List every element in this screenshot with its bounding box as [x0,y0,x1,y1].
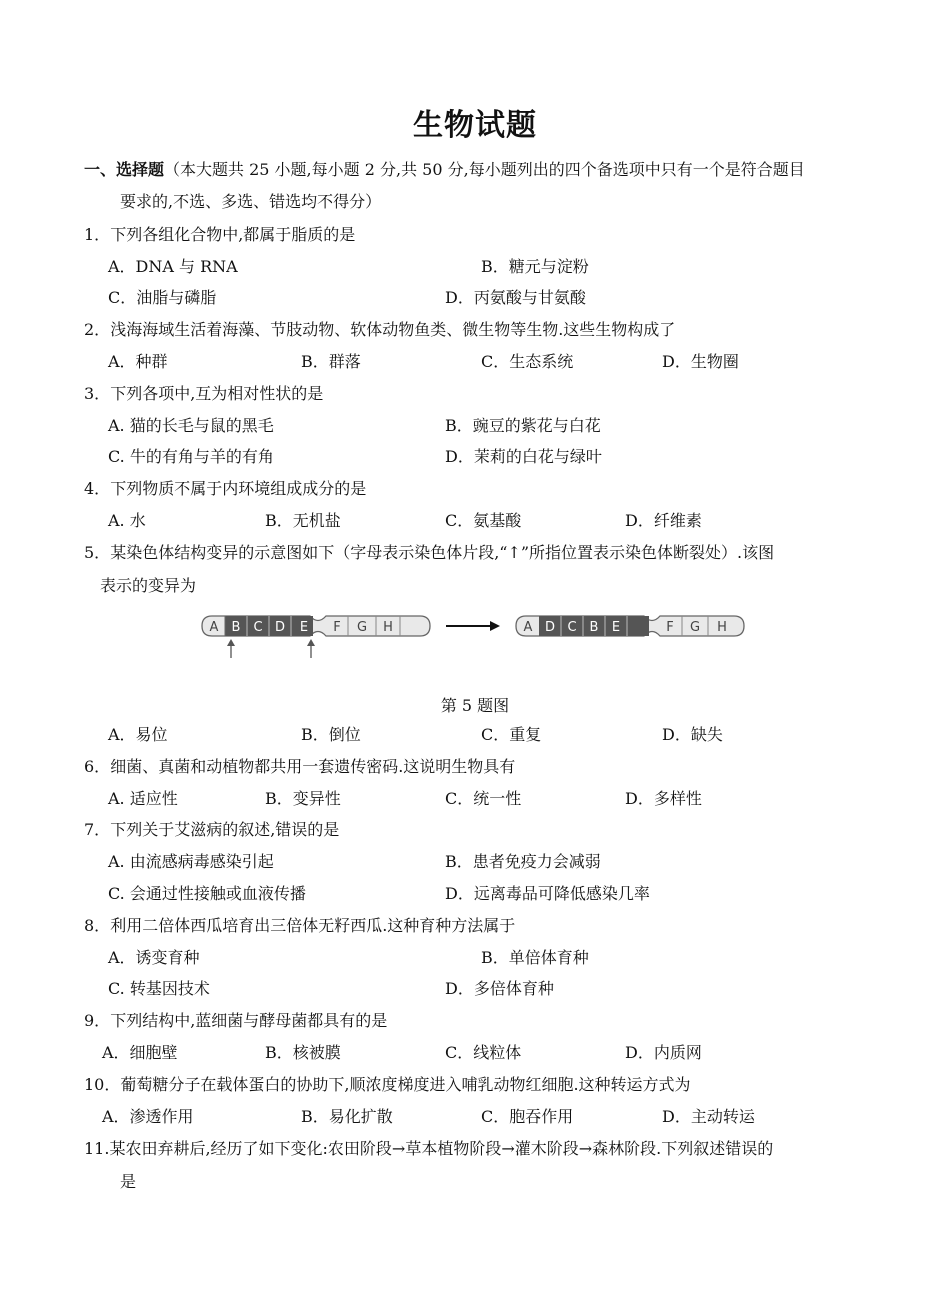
section-description-cont: 要求的,不选、多选、错选均不得分） [120,192,382,211]
segment-label: B [231,620,241,635]
option: C. 转基因技术 [108,979,210,998]
option: B．变异性 [265,789,341,808]
question-text: 下列各项中,互为相对性状的是 [110,384,324,403]
option: C．生态系统 [481,352,574,371]
option: A. 水 [108,511,146,530]
segment-label: E [611,620,621,635]
question-text: 下列结构中,蓝细菌与酵母菌都具有的是 [110,1011,388,1030]
chromosome-before [202,616,430,636]
segment-label: F [333,620,341,635]
segment-label: A [209,620,219,635]
question-text: 下列物质不属于内环境组成成分的是 [110,479,367,498]
section-description: （本大题共 25 小题,每小题 2 分,共 50 分,每小题列出的四个备选项中只有一个是符合题目 [164,160,805,179]
option: A. 适应性 [108,789,178,808]
option: B．群落 [301,352,361,371]
question-1-stem [84,225,355,245]
segment-label: H [717,620,727,635]
option: B．单倍体育种 [481,948,589,967]
question-number: 9． [84,1011,111,1030]
segment-label: B [589,620,599,635]
option: D．多倍体育种 [445,979,554,998]
question-5-stem [84,543,774,563]
question-number: 6． [84,757,111,776]
option: C．胞吞作用 [481,1107,574,1126]
option: D．丙氨酸与甘氨酸 [445,288,586,307]
option: A. 猫的长毛与鼠的黑毛 [108,416,274,435]
question-text: 葡萄糖分子在载体蛋白的协助下,顺浓度梯度进入哺乳动物红细胞.这种转运方式为 [120,1075,691,1094]
question-number: 3． [84,384,111,403]
option: A．DNA 与 RNA [108,257,238,276]
option: A．诱变育种 [108,948,200,967]
chromosome-diagram [200,608,760,668]
segment-label: C [253,620,263,635]
option: C．统一性 [445,789,522,808]
option: C．氨基酸 [445,511,522,530]
segment-label: C [567,620,577,635]
option: A. 由流感病毒感染引起 [108,852,274,871]
question-number: 4． [84,479,111,498]
question-number: 11. [84,1139,110,1158]
question-text: 浅海海域生活着海藻、节肢动物、软体动物鱼类、微生物等生物.这些生物构成了 [110,320,676,339]
segment-label: F [666,620,674,635]
segment-label: D [274,620,286,635]
question-5-stem-cont: 表示的变异为 [100,576,197,595]
option: C．线粒体 [445,1043,522,1062]
question-text: 某染色体结构变异的示意图如下（字母表示染色体片段,“↑”所指位置表示染色体断裂处）.该图 [110,543,775,562]
question-text: 细菌、真菌和动植物都共用一套遗传密码.这说明生物具有 [110,757,516,776]
option: B．倒位 [301,725,361,744]
question-11-stem-cont: 是 [120,1172,137,1191]
question-text: 下列关于艾滋病的叙述,错误的是 [110,820,340,839]
option: A．易位 [108,725,168,744]
option: D．缺失 [662,725,723,744]
option: B．易化扩散 [301,1107,393,1126]
option: D．纤维素 [625,511,702,530]
option: A．细胞壁 [102,1043,178,1062]
question-text: 利用二倍体西瓜培育出三倍体无籽西瓜.这种育种方法属于 [110,916,516,935]
question-8-stem [84,916,515,936]
option: C．油脂与磷脂 [108,288,217,307]
question-11-stem [84,1139,773,1159]
option: B．豌豆的紫花与白花 [445,416,601,435]
question-number: 1． [84,225,111,244]
chromosome-after [516,616,744,636]
option: A．种群 [108,352,168,371]
option: C. 牛的有角与羊的有角 [108,447,274,466]
segment-label: D [544,620,556,635]
section-heading-line [84,160,805,180]
segment-label: G [356,620,368,635]
break-arrow [227,639,235,658]
question-number: 10． [84,1075,121,1094]
page-title: 生物试题 [413,108,537,143]
option: D．茉莉的白花与绿叶 [445,447,602,466]
option: D．内质网 [625,1043,702,1062]
question-7-stem [84,820,339,840]
option: D．主动转运 [662,1107,755,1126]
break-arrow [307,639,315,658]
question-number: 2． [84,320,111,339]
option: C．重复 [481,725,542,744]
option: C. 会通过性接触或血液传播 [108,884,306,903]
question-number: 5． [84,543,111,562]
figure-caption: 第 5 题图 [440,696,510,715]
question-10-stem [84,1075,691,1095]
question-2-stem [84,320,675,340]
question-4-stem [84,479,366,499]
question-3-stem [84,384,323,404]
question-9-stem [84,1011,387,1031]
section-heading: 一、选择题 [84,160,165,179]
option: D．远离毒品可降低感染几率 [445,884,650,903]
question-number: 8． [84,916,111,935]
segment-label: H [383,620,393,635]
option: D．多样性 [625,789,702,808]
option: B．无机盐 [265,511,341,530]
segment-label: E [299,620,309,635]
segment-label: A [523,620,533,635]
question-number: 7． [84,820,111,839]
option: B．核被膜 [265,1043,341,1062]
segment-label: G [689,620,701,635]
transform-arrow [446,621,500,631]
question-text: 某农田弃耕后,经历了如下变化:农田阶段→草本植物阶段→灌木阶段→森林阶段.下列叙述错误的 [109,1139,774,1158]
question-6-stem [84,757,515,777]
option: B．患者免疫力会减弱 [445,852,601,871]
question-text: 下列各组化合物中,都属于脂质的是 [110,225,356,244]
option: A．渗透作用 [102,1107,194,1126]
option: D．生物圈 [662,352,739,371]
option: B．糖元与淀粉 [481,257,589,276]
